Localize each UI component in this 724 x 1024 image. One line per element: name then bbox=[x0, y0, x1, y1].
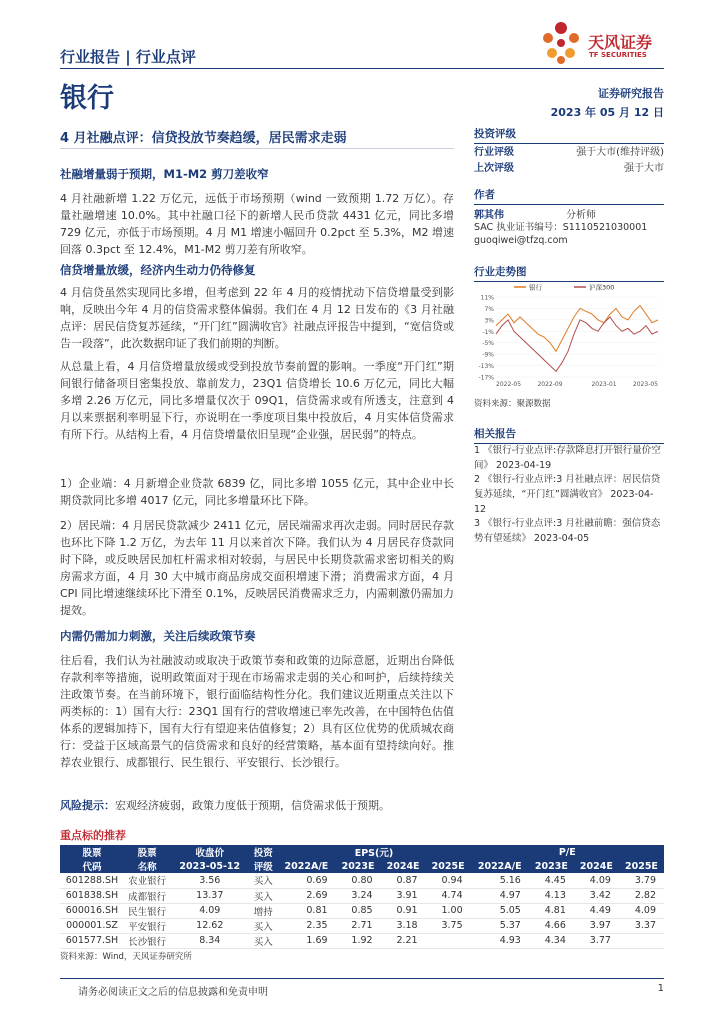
table-cell: 2.82 bbox=[619, 888, 664, 903]
page-title: 银行 bbox=[60, 83, 114, 114]
header-cell: 2022A/E bbox=[277, 859, 335, 873]
table-cell bbox=[426, 933, 471, 948]
table-cell: 4.09 bbox=[619, 903, 664, 918]
table-cell: 3.77 bbox=[574, 933, 619, 948]
table-cell bbox=[619, 933, 664, 948]
table-cell: 2.21 bbox=[381, 933, 426, 948]
header-cell: 2025E bbox=[619, 859, 664, 873]
footer-disclaimer: 请务必阅读正文之后的信息披露和免责申明 bbox=[78, 987, 268, 998]
header-cell: 2023E bbox=[336, 859, 381, 873]
y-tick-label: -5% bbox=[482, 340, 494, 348]
table-cell: 3.56 bbox=[170, 873, 249, 888]
series-line-bank bbox=[496, 306, 658, 352]
table-cell: 0.69 bbox=[277, 873, 335, 888]
headline-divider bbox=[60, 148, 454, 149]
table-cell: 3.91 bbox=[381, 888, 426, 903]
section-title: 社融增量弱于预期，M1-M2 剪刀差收窄 bbox=[60, 167, 269, 181]
table-row bbox=[60, 873, 664, 888]
table-cell: 4.13 bbox=[529, 888, 574, 903]
header-cell: 股票 bbox=[60, 845, 124, 859]
table-cell: 3.75 bbox=[426, 918, 471, 933]
table-cell: 8.34 bbox=[170, 933, 249, 948]
table-row bbox=[60, 888, 664, 903]
table-header-row bbox=[60, 845, 664, 859]
related-report-2[interactable]: 2 《银行-行业点评:3 月社融点评：居民信贷复苏延续，“开门红”圆满收官》 2023-04-12 bbox=[474, 474, 661, 515]
rating-title: 投资评级 bbox=[474, 126, 664, 144]
x-tick-label: 2023-01 bbox=[591, 381, 617, 388]
table-cell: 4.97 bbox=[471, 888, 529, 903]
paragraph: 2）居民端：4 月居民贷款减少 2411 亿元，居民端需求再次走弱。同时居民存款也环比下降 1.2 万亿，为去年 11 月以来首次下降。我们认为 4 月居民存贷款同时下降，或反映居民加杠杆需求相对较弱，与居民中长期贷款需求密切相关的购房需求方面，4 月 30 大中城市商品房成交面积增速下滑；消费需求方面，4 月 CPI 同比增速继续环比下滑至 0.1%，反映居民消费需求乏力，内需刺激仍需加力提效。 bbox=[60, 519, 454, 617]
table-cell: 4.45 bbox=[529, 873, 574, 888]
table-source: 资料来源：Wind，天风证券研究所 bbox=[60, 952, 192, 962]
industry-rating-value: 强于大市(维持评级) bbox=[576, 147, 664, 158]
table-cell: 2.69 bbox=[277, 888, 335, 903]
x-tick-label: 2022-09 bbox=[537, 381, 563, 388]
table-cell: 0.87 bbox=[381, 873, 426, 888]
table-cell: 5.05 bbox=[471, 903, 529, 918]
table-cell: 3.79 bbox=[619, 873, 664, 888]
table-cell: 1.00 bbox=[426, 903, 471, 918]
y-tick-label: 7% bbox=[484, 305, 494, 313]
header-cell: 2024E bbox=[381, 859, 426, 873]
table-cell: 601838.SH bbox=[60, 888, 124, 903]
header-cell: 投资 bbox=[249, 845, 277, 859]
table-cell: 3.24 bbox=[336, 888, 381, 903]
stock-table bbox=[60, 845, 664, 949]
company-logo bbox=[536, 18, 666, 68]
table-cell: 4.09 bbox=[574, 873, 619, 888]
table-cell: 民生银行 bbox=[124, 903, 170, 918]
header-cell: 2023-05-12 bbox=[170, 859, 249, 873]
table-cell: 买入 bbox=[249, 873, 277, 888]
risk-label: 风险提示： bbox=[60, 799, 115, 812]
x-tick-label: 2022-05 bbox=[496, 381, 522, 388]
header-cell: 股票 bbox=[124, 845, 170, 859]
industry-rating-label: 行业评级 bbox=[474, 147, 514, 158]
paragraph: 往后看，我们认为社融波动或取决于政策节奏和政策的边际意愿，近期出台降低存款利率等措施，说明政策面对于现在市场需求走弱的关心和呵护，后续持续关注政策节奏。在当前环境下，银行面临结构性分化。我们建议近期重点关注以下两类标的：1）国有大行：23Q1 国有行的营收增速已率先改善，在中国特色估值体系的逻辑加持下，国有大行有望迎来估值修复；2）具有区位优势的优质城农商行：受益于区域高景气的信贷需求和良好的经营策略，基本面有望持续向好。推荐农业银行、成都银行、民生银行、平安银行、长沙银行。 bbox=[60, 654, 454, 769]
table-cell: 2.71 bbox=[336, 918, 381, 933]
table-title: 重点标的推荐 bbox=[60, 829, 126, 842]
y-tick-label: 3% bbox=[484, 317, 494, 325]
table-cell: 12.62 bbox=[170, 918, 249, 933]
footer-divider bbox=[60, 978, 664, 979]
table-cell: 3.18 bbox=[381, 918, 426, 933]
related-report-1[interactable]: 1 《银行-行业点评:存款降息打开银行量价空间》 2023-04-19 bbox=[474, 445, 661, 471]
y-tick-label: -1% bbox=[482, 328, 494, 336]
related-title: 相关报告 bbox=[474, 426, 664, 444]
table-cell: 3.97 bbox=[574, 918, 619, 933]
author-sac: SAC 执业证书编号：S1110521030001 bbox=[474, 222, 648, 233]
page-number: 1 bbox=[657, 983, 664, 994]
table-cell: 买入 bbox=[249, 888, 277, 903]
author-row bbox=[474, 206, 664, 221]
table-cell: 5.16 bbox=[471, 873, 529, 888]
table-cell: 601288.SH bbox=[60, 873, 124, 888]
prev-rating-value: 强于大市 bbox=[624, 163, 664, 174]
paragraph: 4 月社融新增 1.22 万亿元，远低于市场预期（wind 一致预期 1.72 万亿）。存量社融增速 10.0%。其中社融口径下的新增人民币贷款 4431 亿元，同比多增 729 亿元，亦低于市场预期。4 月 M1 增速小幅回升 0.2pct 至 5.3%，M2 增速回落 0.3pct 至 12.4%，M1-M2 剪刀差有所收窄。 bbox=[60, 192, 454, 256]
table-cell: 买入 bbox=[249, 933, 277, 948]
table-cell: 601577.SH bbox=[60, 933, 124, 948]
logo-subtitle: TF SECURITIES bbox=[589, 51, 647, 59]
y-tick-label: -9% bbox=[482, 351, 494, 359]
table-header-row bbox=[60, 859, 664, 873]
logo-name: 天风证券 bbox=[588, 33, 653, 52]
table-cell: 0.80 bbox=[336, 873, 381, 888]
industry-rating-row bbox=[474, 143, 664, 158]
header-cell: 代码 bbox=[60, 859, 124, 873]
header-cell: 2025E bbox=[426, 859, 471, 873]
table-cell: 0.85 bbox=[336, 903, 381, 918]
section-title: 信贷增量放缓，经济内生动力仍待修复 bbox=[60, 263, 256, 277]
table-cell: 0.81 bbox=[277, 903, 335, 918]
report-headline: 4 月社融点评：信贷投放节奏趋缓，居民需求走弱 bbox=[60, 131, 347, 146]
trend-chart bbox=[474, 281, 664, 391]
table-cell: 000001.SZ bbox=[60, 918, 124, 933]
table-cell: 平安银行 bbox=[124, 918, 170, 933]
series-line-csi300 bbox=[496, 317, 658, 371]
table-cell: 成都银行 bbox=[124, 888, 170, 903]
prev-rating-label: 上次评级 bbox=[474, 163, 514, 174]
chart-source: 资料来源：聚源数据 bbox=[474, 399, 551, 409]
author-email: guoqiwei@tfzq.com bbox=[474, 235, 568, 246]
table-row bbox=[60, 903, 664, 918]
y-tick-label: -13% bbox=[478, 363, 494, 371]
risk-warning bbox=[60, 797, 454, 814]
paragraph: 从总量上看，4 月信贷增量放缓或受到投放节奏前置的影响。一季度“开门红”期间银行储备项目密集投放、靠前发力，23Q1 信贷增长 10.6 万亿元，同比大幅多增 2.26 万亿元，同比多增量仅次于 09Q1，信贷需求或有所透支，注意到 4 月以来票据利率明显下行，亦说明在一季度项目集中投放后，4 月实体信贷需求有所下行。从结构上看，4 月信贷增量依旧呈现“企业强，居民弱”的特点。 bbox=[60, 360, 454, 441]
table-cell: 4.49 bbox=[574, 903, 619, 918]
table-cell: 1.69 bbox=[277, 933, 335, 948]
table-row bbox=[60, 933, 664, 948]
header-cell: 收盘价 bbox=[170, 845, 249, 859]
table-cell: 3.37 bbox=[619, 918, 664, 933]
header-cell: EPS(元) bbox=[277, 845, 470, 859]
table-row bbox=[60, 918, 664, 933]
table-cell: 0.91 bbox=[381, 903, 426, 918]
legend-label: 沪深300 bbox=[589, 283, 615, 292]
table-cell: 5.37 bbox=[471, 918, 529, 933]
table-cell: 买入 bbox=[249, 918, 277, 933]
table-cell: 4.81 bbox=[529, 903, 574, 918]
trend-title: 行业走势图 bbox=[474, 264, 664, 282]
table-cell: 600016.SH bbox=[60, 903, 124, 918]
table-cell: 2.35 bbox=[277, 918, 335, 933]
header-cell: 2023E bbox=[529, 859, 574, 873]
table-cell: 4.66 bbox=[529, 918, 574, 933]
y-tick-label: -17% bbox=[478, 374, 494, 382]
table-cell: 农业银行 bbox=[124, 873, 170, 888]
author-title: 作者 bbox=[474, 187, 664, 205]
table-cell: 4.34 bbox=[529, 933, 574, 948]
header-cell: 名称 bbox=[124, 859, 170, 873]
trend-chart-svg bbox=[474, 281, 664, 391]
header-cell: 2024E bbox=[574, 859, 619, 873]
flower-logo-icon bbox=[536, 18, 586, 68]
table-cell: 长沙银行 bbox=[124, 933, 170, 948]
table-cell: 1.92 bbox=[336, 933, 381, 948]
author-role: 分析师 bbox=[566, 210, 596, 221]
table-cell: 13.37 bbox=[170, 888, 249, 903]
y-tick-label: 11% bbox=[480, 294, 494, 302]
header-divider bbox=[60, 68, 664, 69]
x-tick-label: 2023-05 bbox=[632, 381, 658, 388]
report-type: 证券研究报告 bbox=[598, 87, 664, 100]
table-cell: 3.42 bbox=[574, 888, 619, 903]
table-cell: 4.09 bbox=[170, 903, 249, 918]
risk-text: 宏观经济疲弱，政策力度低于预期，信贷需求低于预期。 bbox=[115, 799, 390, 812]
paragraph: 1）企业端：4 月新增企业贷款 6839 亿，同比多增 1055 亿元，其中企业中长期贷款同比多增 4017 亿元，同比多增量环比下降。 bbox=[60, 477, 454, 507]
table-cell: 增持 bbox=[249, 903, 277, 918]
header-cell: 评级 bbox=[249, 859, 277, 873]
header-cell: 2022A/E bbox=[471, 859, 529, 873]
header-cell: P/E bbox=[471, 845, 664, 859]
table-cell: 4.93 bbox=[471, 933, 529, 948]
paragraph: 4 月信贷虽然实现同比多增，但考虑到 22 年 4 月的疫情扰动下信贷增量受到影响，反映出今年 4 月的信贷需求整体偏弱。我们在 4 月 12 日发布的《3 月社融点评：居民信贷复苏延续，“开门红”圆满收官》社融点评报告中提到，“宽信贷或告一段落”，此次数据印证了我们前期的判断。 bbox=[60, 286, 454, 350]
legend-label: 银行 bbox=[529, 283, 542, 292]
report-category: 行业报告 | 行业点评 bbox=[60, 48, 196, 66]
author-name: 郭其伟 bbox=[474, 210, 504, 221]
section-title: 内需仍需加力刺激，关注后续政策节奏 bbox=[60, 629, 256, 643]
prev-rating-row bbox=[474, 159, 664, 174]
table-cell: 0.94 bbox=[426, 873, 471, 888]
table-cell: 4.74 bbox=[426, 888, 471, 903]
related-report-3[interactable]: 3 《银行-行业点评:3 月社融前瞻：强信贷态势有望延续》 2023-04-05 bbox=[474, 518, 661, 544]
report-date: 2023 年 05 月 12 日 bbox=[550, 106, 664, 119]
